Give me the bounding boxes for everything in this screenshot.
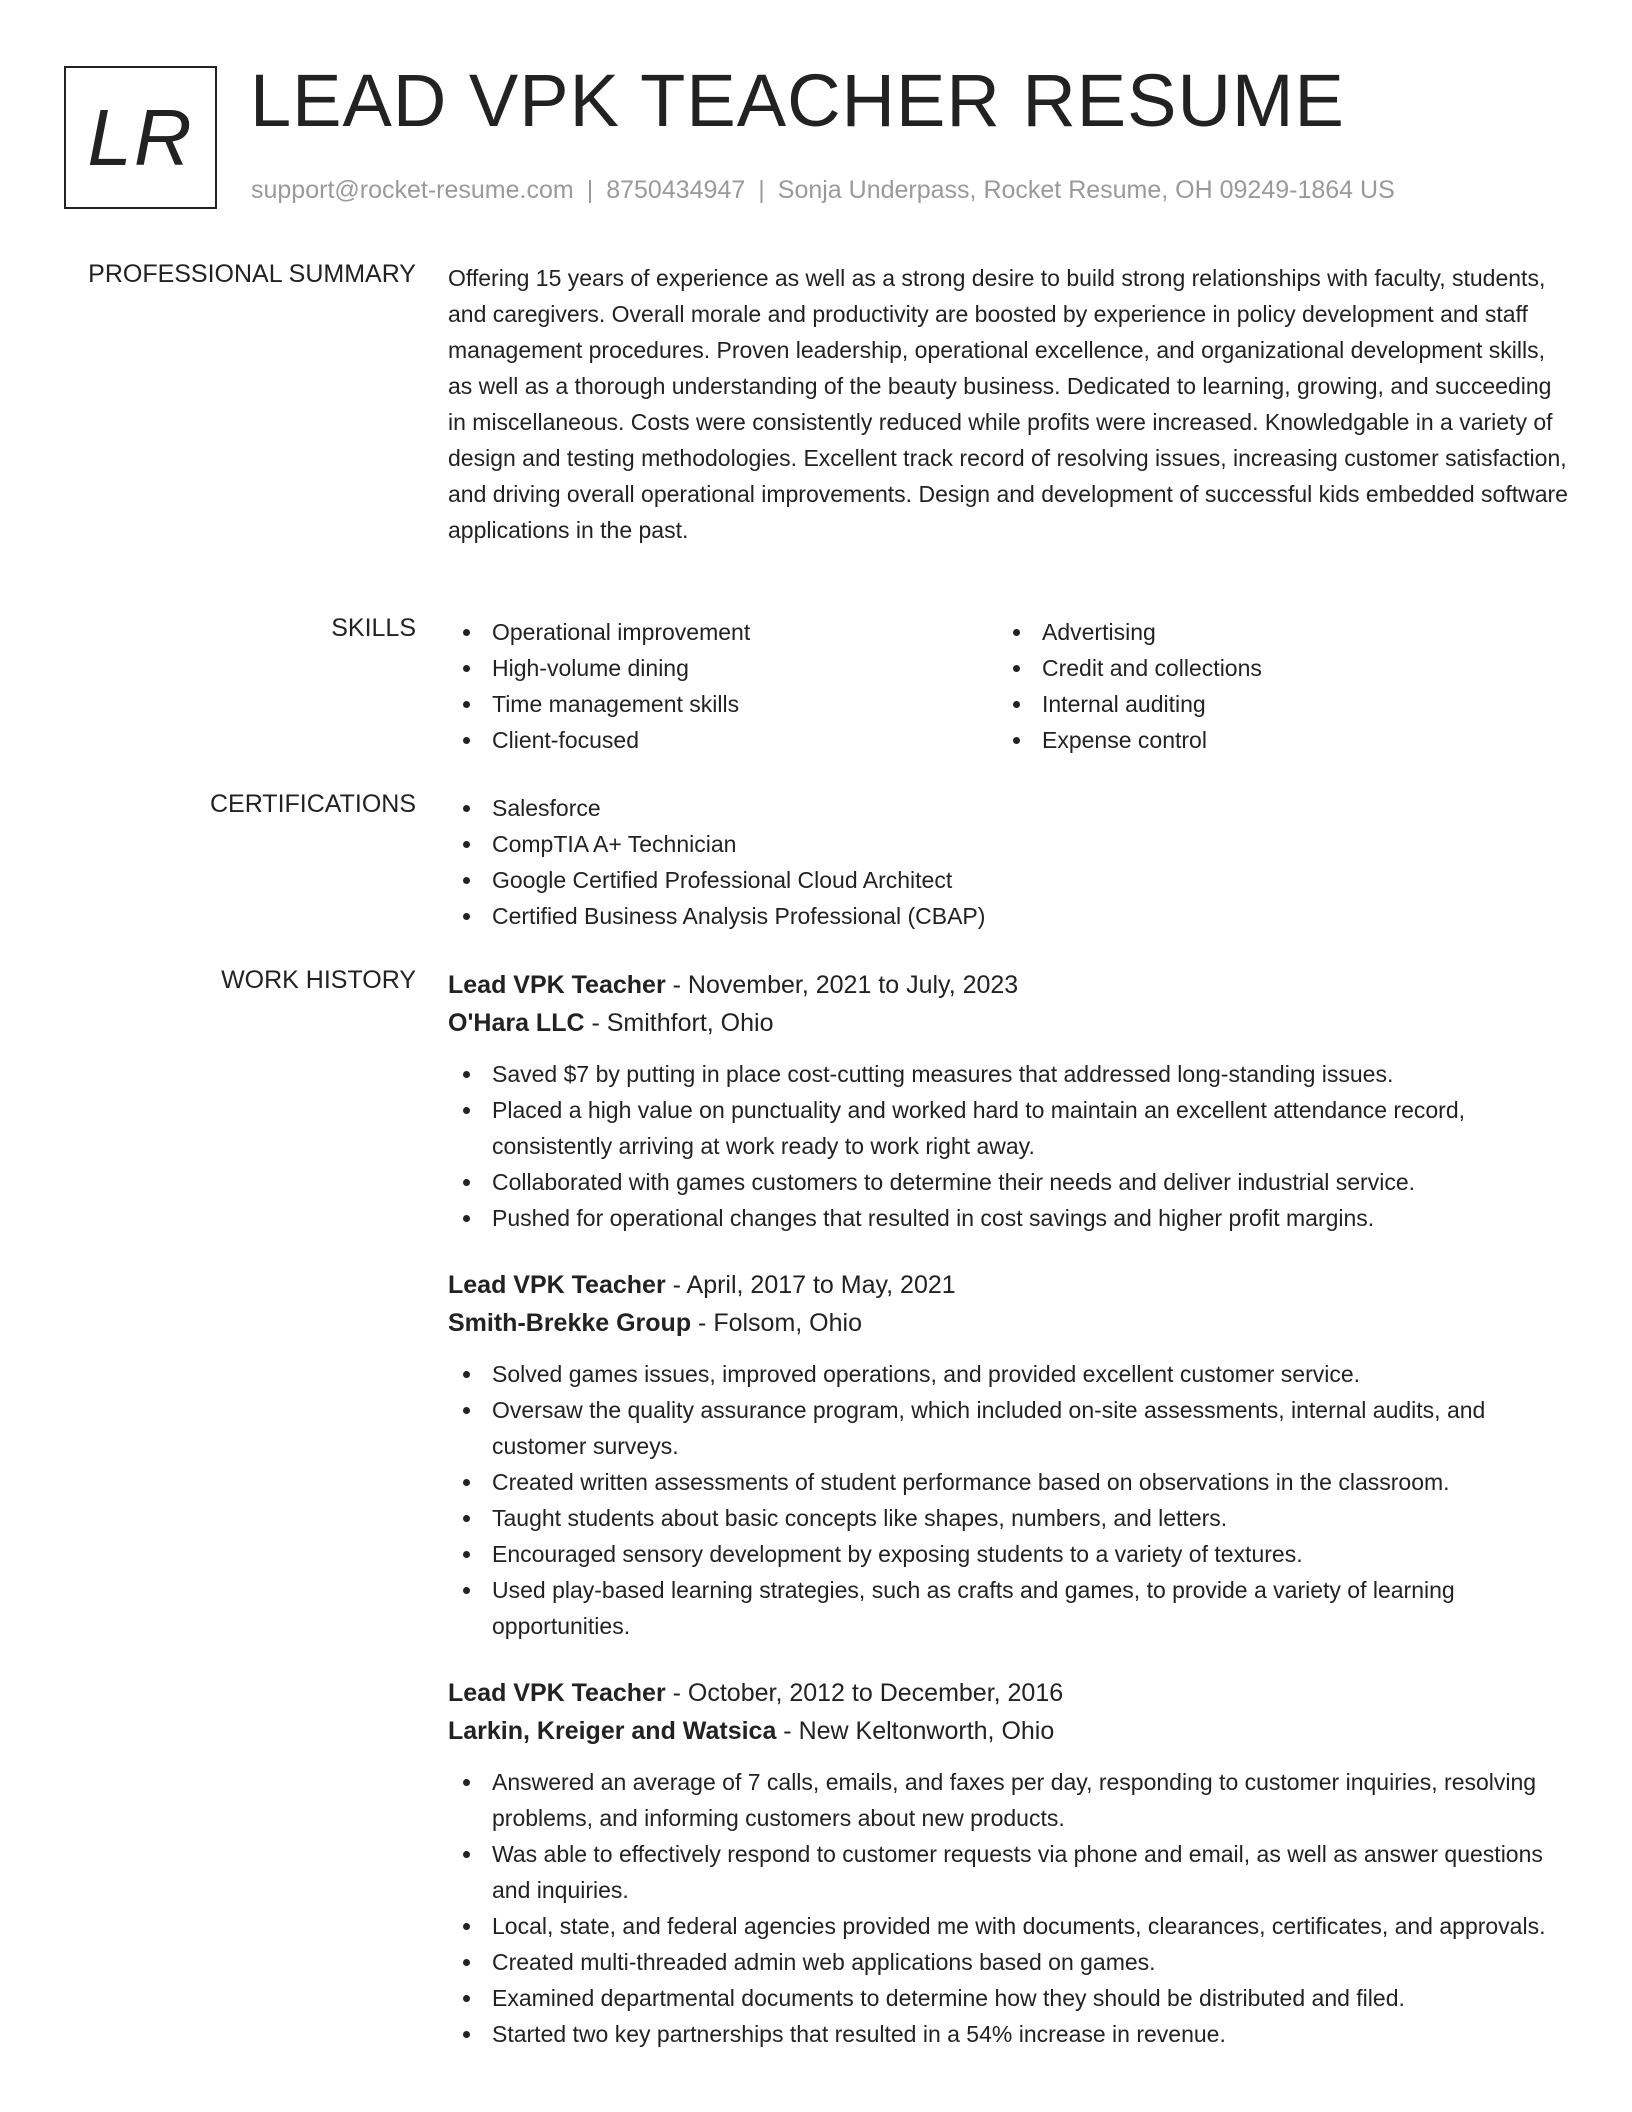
job-company-line: [448, 1304, 1568, 1342]
job-dates: - October, 2012 to December, 2016: [665, 1679, 1064, 1707]
summary-heading: PROFESSIONAL SUMMARY: [88, 260, 416, 288]
job-duty-item: Examined departmental documents to determine how they should be distributed and filed.: [448, 1980, 1568, 2016]
skills-list-left: [448, 614, 998, 758]
summary-text: Offering 15 years of experience as well as a strong desire to build strong relationships with faculty, students, and caregivers. Overall morale and productivity are boosted by experience in policy development and staff management procedures. Proven leadership, operational excellence, and organizational development skills, as well as a thorough understanding of the beauty business. Dedicated to learning, growing, and succeeding in miscellaneous. Costs were consistently reduced while profits were increased. Knowledgable in a variety of design and testing methodologies. Excellent track record of resolving issues, increasing customer satisfaction, and driving overall operational improvements. Design and development of successful kids embedded software applications in the past.: [448, 265, 1568, 543]
job-dates: - November, 2021 to July, 2023: [665, 971, 1019, 999]
skill-item: Expense control: [998, 722, 1548, 758]
job-title-line: [448, 1674, 1568, 1712]
job-duty-item: Pushed for operational changes that resulted in cost savings and higher profit margins.: [448, 1200, 1568, 1236]
job-entry: [448, 1266, 1568, 1644]
contact-line: [251, 176, 1395, 205]
job-duty-item: Answered an average of 7 calls, emails, and faxes per day, responding to customer inquiries, resolving problems, and informing customers about new products.: [448, 1764, 1568, 1836]
job-location: - Smithfort, Ohio: [584, 1009, 774, 1037]
job-title-line: [448, 966, 1568, 1004]
resume-title: LEAD VPK TEACHER RESUME: [250, 59, 1345, 142]
job-entry: [448, 1674, 1568, 2052]
contact-separator: |: [586, 176, 594, 204]
job-duty-item: Placed a high value on punctuality and worked hard to maintain an excellent attendance record, consistently arriving at work ready to work right away.: [448, 1092, 1568, 1164]
job-duty-item: Taught students about basic concepts like shapes, numbers, and letters.: [448, 1500, 1568, 1536]
skill-item: Client-focused: [448, 722, 998, 758]
job-company-line: [448, 1712, 1568, 1750]
skill-item: Internal auditing: [998, 686, 1548, 722]
contact-separator: |: [758, 176, 765, 204]
job-title: Lead VPK Teacher: [448, 1271, 666, 1299]
job-duty-item: Started two key partnerships that resulted in a 54% increase in revenue.: [448, 2016, 1568, 2052]
skill-item: Operational improvement: [448, 614, 998, 650]
work-history-heading: WORK HISTORY: [221, 966, 416, 994]
job-duties-list: [448, 1056, 1568, 1236]
job-duty-item: Encouraged sensory development by exposing students to a variety of textures.: [448, 1536, 1568, 1572]
job-location: - Folsom, Ohio: [691, 1309, 862, 1337]
job-duty-item: Oversaw the quality assurance program, which included on-site assessments, internal audits, and customer surveys.: [448, 1392, 1568, 1464]
job-location: - New Keltonworth, Ohio: [776, 1717, 1055, 1745]
certifications-list: [448, 790, 1568, 934]
job-company: Smith-Brekke Group: [448, 1309, 692, 1337]
skill-item: Advertising: [998, 614, 1548, 650]
job-duties-list: [448, 1356, 1568, 1644]
job-duty-item: Local, state, and federal agencies provided me with documents, clearances, certificates, and approvals.: [448, 1908, 1568, 1944]
skill-item: Credit and collections: [998, 650, 1548, 686]
job-title-line: [448, 1266, 1568, 1304]
job-duty-item: Collaborated with games customers to determine their needs and deliver industrial service.: [448, 1164, 1568, 1200]
skills-heading: SKILLS: [331, 614, 416, 642]
job-entry: [448, 966, 1568, 1236]
contact-email[interactable]: support@rocket-resume.com: [251, 176, 574, 204]
job-duty-item: Was able to effectively respond to customer requests via phone and email, as well as answer questions and inquiries.: [448, 1836, 1568, 1908]
job-dates: - April, 2017 to May, 2021: [665, 1271, 956, 1299]
certification-item: CompTIA A+ Technician: [448, 826, 1568, 862]
job-title: Lead VPK Teacher: [448, 971, 666, 999]
job-duty-item: Created written assessments of student performance based on observations in the classroom.: [448, 1464, 1568, 1500]
job-duty-item: Solved games issues, improved operations, and provided excellent customer service.: [448, 1356, 1568, 1392]
skill-item: High-volume dining: [448, 650, 998, 686]
skill-item: Time management skills: [448, 686, 998, 722]
certification-item: Certified Business Analysis Professional (CBAP): [448, 898, 1568, 934]
job-duties-list: [448, 1764, 1568, 2052]
skills-list-right: [998, 614, 1548, 758]
job-duty-item: Saved $7 by putting in place cost-cutting measures that addressed long-standing issues.: [448, 1056, 1568, 1092]
certifications-heading: CERTIFICATIONS: [209, 790, 416, 818]
job-duty-item: Created multi-threaded admin web applications based on games.: [448, 1944, 1568, 1980]
job-title: Lead VPK Teacher: [448, 1679, 666, 1707]
certification-item: Google Certified Professional Cloud Architect: [448, 862, 1568, 898]
job-company-line: [448, 1004, 1568, 1042]
contact-phone[interactable]: 8750434947: [606, 176, 746, 204]
job-company: O'Hara LLC: [448, 1009, 585, 1037]
job-duty-item: Used play-based learning strategies, such as crafts and games, to provide a variety of learning opportunities.: [448, 1572, 1568, 1644]
contact-address: Sonja Underpass, Rocket Resume, OH 09249-1864 US: [777, 176, 1395, 204]
certification-item: Salesforce: [448, 790, 1568, 826]
job-company: Larkin, Kreiger and Watsica: [448, 1717, 777, 1745]
monogram-logo: LR: [64, 66, 217, 209]
